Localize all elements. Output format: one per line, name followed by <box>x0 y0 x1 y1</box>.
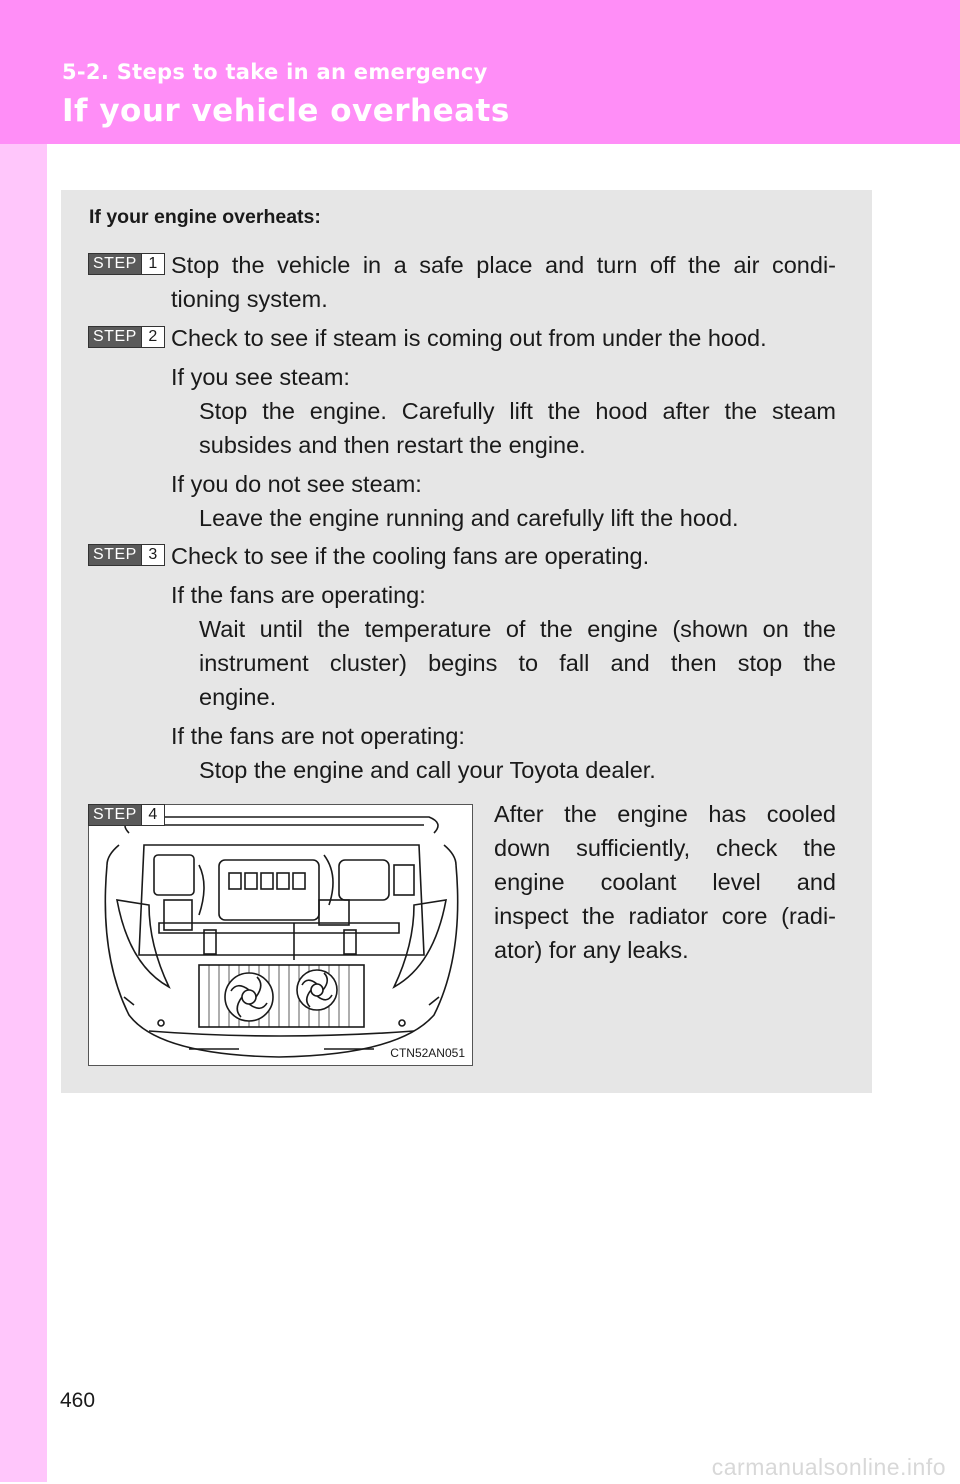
page-number: 460 <box>60 1389 96 1412</box>
step-number: 1 <box>141 254 164 274</box>
step-1-badge <box>88 253 165 275</box>
step-label: STEP <box>89 327 141 347</box>
step-4-badge <box>88 804 165 826</box>
step-2-action-2-line-1: Leave the engine running and carefully lift the hood. <box>199 505 739 531</box>
step-3-badge <box>88 544 165 566</box>
step-2-action-1-line-2: subsides and then restart the engine. <box>199 432 586 458</box>
step-3-action-1-line-1: Wait until the temperature of the engine (shown on the <box>199 616 836 642</box>
step-4-line-5: ator) for any leaks. <box>494 937 689 963</box>
step-3-condition-1: If the fans are operating: <box>171 582 426 608</box>
step-3-action-2-line-1: Stop the engine and call your Toyota dealer. <box>199 757 656 783</box>
panel-subheading: If your engine overheats: <box>89 206 321 228</box>
step-3-action-1-line-2: instrument cluster) begins to fall and then stop the <box>199 650 836 676</box>
step-3-action-1-line-3: engine. <box>199 684 277 710</box>
step-1-line-2: tioning system. <box>171 286 328 312</box>
step-2-badge <box>88 326 165 348</box>
step-2-condition-1: If you see steam: <box>171 364 350 390</box>
side-band <box>0 144 47 1482</box>
step-number: 4 <box>141 805 164 825</box>
step-number: 3 <box>141 545 164 565</box>
footer-watermark: carmanualsonline.info <box>711 1454 946 1480</box>
step-4-line-4: inspect the radiator core (radi- <box>494 903 836 929</box>
page-title: If your vehicle overheats <box>62 93 510 129</box>
step-label: STEP <box>89 545 141 565</box>
step-3-text: Check to see if the cooling fans are operating. <box>171 543 650 569</box>
step-label: STEP <box>89 254 141 274</box>
step-4-line-2: down sufficiently, check the <box>494 835 836 861</box>
step-2-action-1-line-1: Stop the engine. Carefully lift the hood after the steam <box>199 398 836 424</box>
step-1-line-1: Stop the vehicle in a safe place and turn off the air condi- <box>171 252 836 278</box>
step-3-condition-2: If the fans are not operating: <box>171 723 465 749</box>
step-4-line-1: After the engine has cooled <box>494 801 836 827</box>
engine-illustration <box>89 805 474 1067</box>
step-4-line-3: engine coolant level and <box>494 869 836 895</box>
engine-compartment-figure <box>88 804 473 1066</box>
figure-code: CTN52AN051 <box>390 1046 465 1060</box>
step-label: STEP <box>89 805 141 825</box>
section-heading: 5-2. Steps to take in an emergency <box>62 60 488 84</box>
step-number: 2 <box>141 327 164 347</box>
step-2-text: Check to see if steam is coming out from under the hood. <box>171 325 767 351</box>
step-2-condition-2: If you do not see steam: <box>171 471 422 497</box>
